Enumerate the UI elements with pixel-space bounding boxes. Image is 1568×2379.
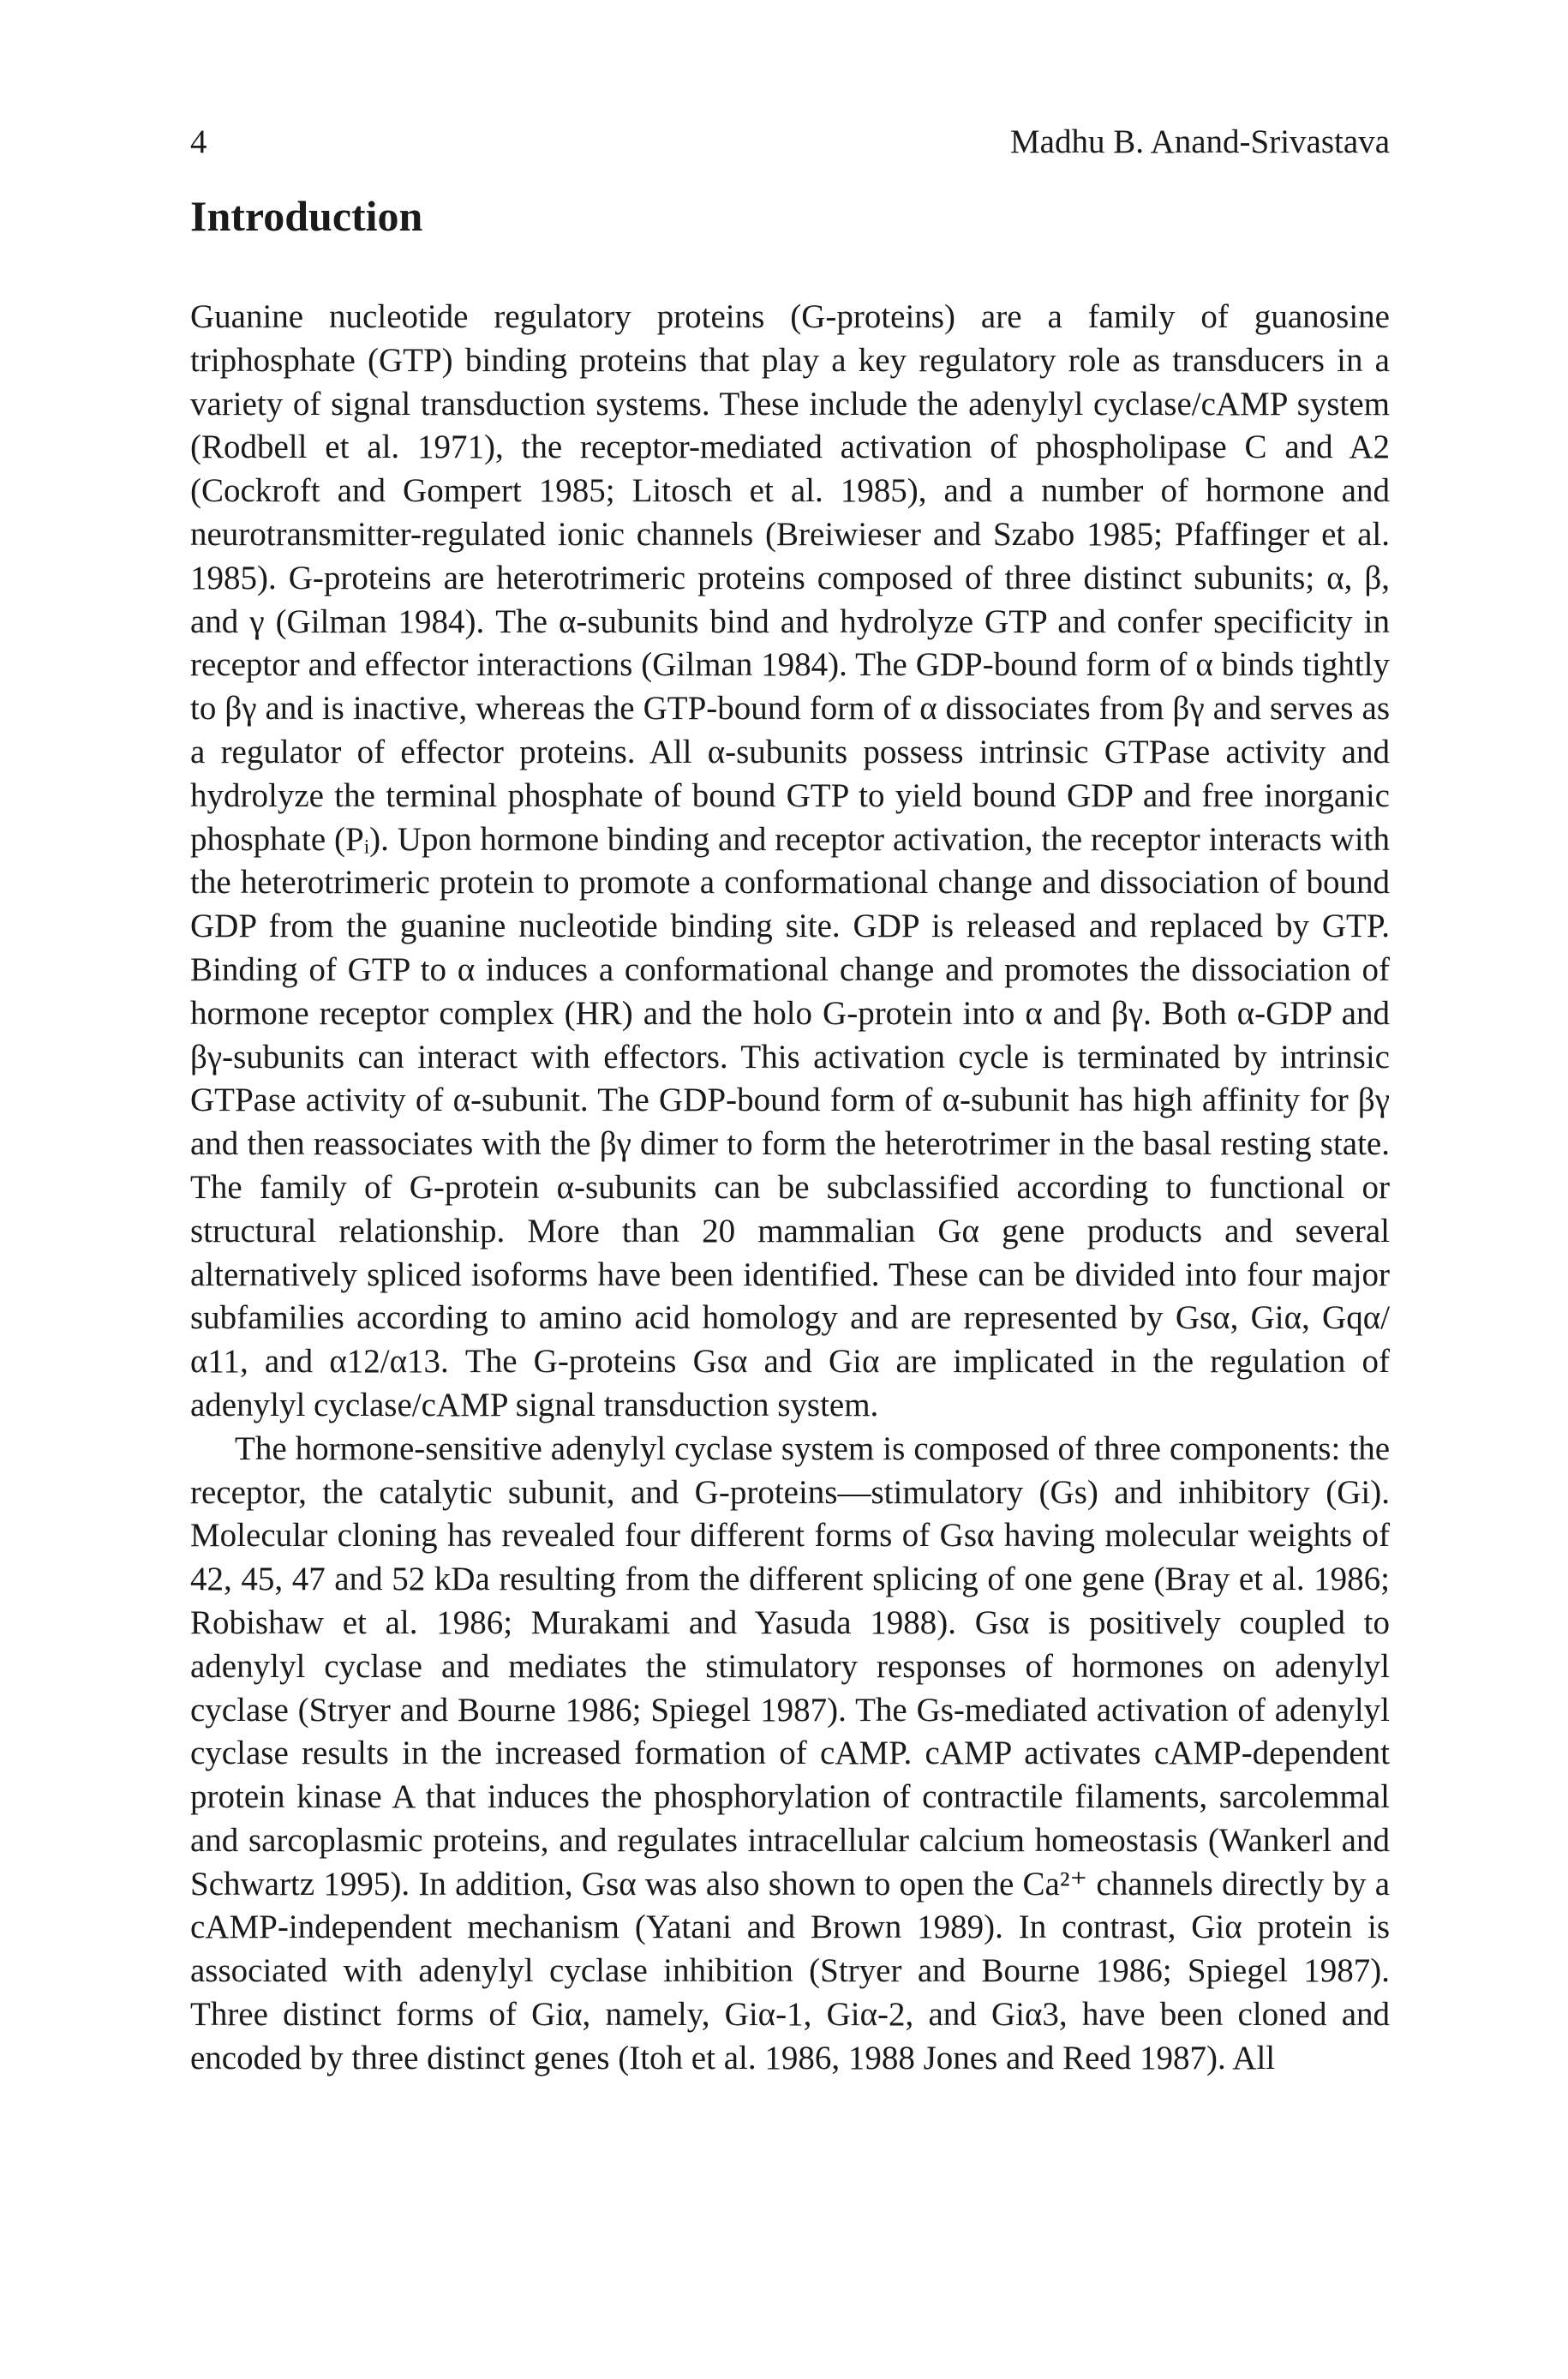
paragraph-g-proteins-overview: Guanine nucleotide regulatory proteins (G-proteins) are a family of guanosine triphosphate (GTP) binding proteins that play a key regulatory role as transducers in a variety of signal transduction systems. These include the adenylyl cyclase/cAMP system (Rodbell et al. 1971), the receptor-mediated activation of phospholipase C and A2 (Cockroft and Gompert 1985; Litosch et al. 1985), and a number of hormone and neurotransmitter-regulated ionic channels (Breiwieser and Szabo 1985; Pfaffinger et al. 1985). G-proteins are heterotrimeric proteins composed of three distinct subunits; α, β, and γ (Gilman 1984). The α-subunits bind and hydrolyze GTP and confer specificity in receptor and effector interactions (Gilman 1984). The GDP-bound form of α binds tightly to βγ and is inactive, whereas the GTP-bound form of α dissociates from βγ and serves as a regulator of effector proteins. All α-subunits possess intrinsic GTPase activity and hydrolyze the terminal phosphate of bound GTP to yield bound GDP and free inorganic phosphate (Pᵢ). Upon hormone binding and receptor activation, the receptor interacts with the heterotrimeric protein to promote a conformational change and dissociation of bound GDP from the guanine nucleotide binding site. GDP is released and replaced by GTP. Binding of GTP to α induces a conformational change and promotes the dissociation of hormone receptor complex (HR) and the holo G-protein into α and βγ. Both α-GDP and βγ-subunits can interact with effectors. This activation cycle is terminated by intrinsic GTPase activity of α-subunit. The GDP-bound form of α-subunit has high affinity for βγ and then reassociates with the βγ dimer to form the heterotrimer in the basal resting state. The family of G-protein α-subunits can be subclassified according to functional or structural relationship. More than 20 mammalian Gα gene products and several alternatively spliced isoforms have been identified. These can be divided into four major subfamilies according to amino acid homology and are represented by Gsα, Giα, Gqα/α11, and α12/α13. The G-proteins Gsα and Giα are implicated in the regulation of adenylyl cyclase/cAMP signal transduction system.: [190, 298, 1390, 1423]
paragraph-adenylyl-cyclase-system: The hormone-sensitive adenylyl cyclase system is composed of three components: the receptor, the catalytic subunit, and G-proteins—stimulatory (Gs) and inhibitory (Gi). Molecular cloning has revealed four different forms of Gsα having molecular weights of 42, 45, 47 and 52 kDa resulting from the different splicing of one gene (Bray et al. 1986; Robishaw et al. 1986; Murakami and Yasuda 1988). Gsα is positively coupled to adenylyl cyclase and mediates the stimulatory responses of hormones on adenylyl cyclase (Stryer and Bourne 1986; Spiegel 1987). The Gs-mediated activation of adenylyl cyclase results in the increased formation of cAMP. cAMP activates cAMP-dependent protein kinase A that induces the phosphorylation of contractile filaments, sarcolemmal and sarcoplasmic proteins, and regulates intracellular calcium homeostasis (Wankerl and Schwartz 1995). In addition, Gsα was also shown to open the Ca²⁺ channels directly by a cAMP-independent mechanism (Yatani and Brown 1989). In contrast, Giα protein is associated with adenylyl cyclase inhibition (Stryer and Bourne 1986; Spiegel 1987). Three distinct forms of Giα, namely, Giα-1, Giα-2, and Giα3, have been cloned and encoded by three distinct genes (Itoh et al. 1986, 1988 Jones and Reed 1987). All: [190, 1429, 1390, 2076]
section-title: Introduction: [190, 192, 423, 240]
running-head-author: Madhu B. Anand-Srivastava: [1009, 123, 1390, 160]
body-text: [190, 296, 1390, 2081]
page-number: 4: [190, 123, 207, 160]
page-header: [190, 122, 1390, 163]
